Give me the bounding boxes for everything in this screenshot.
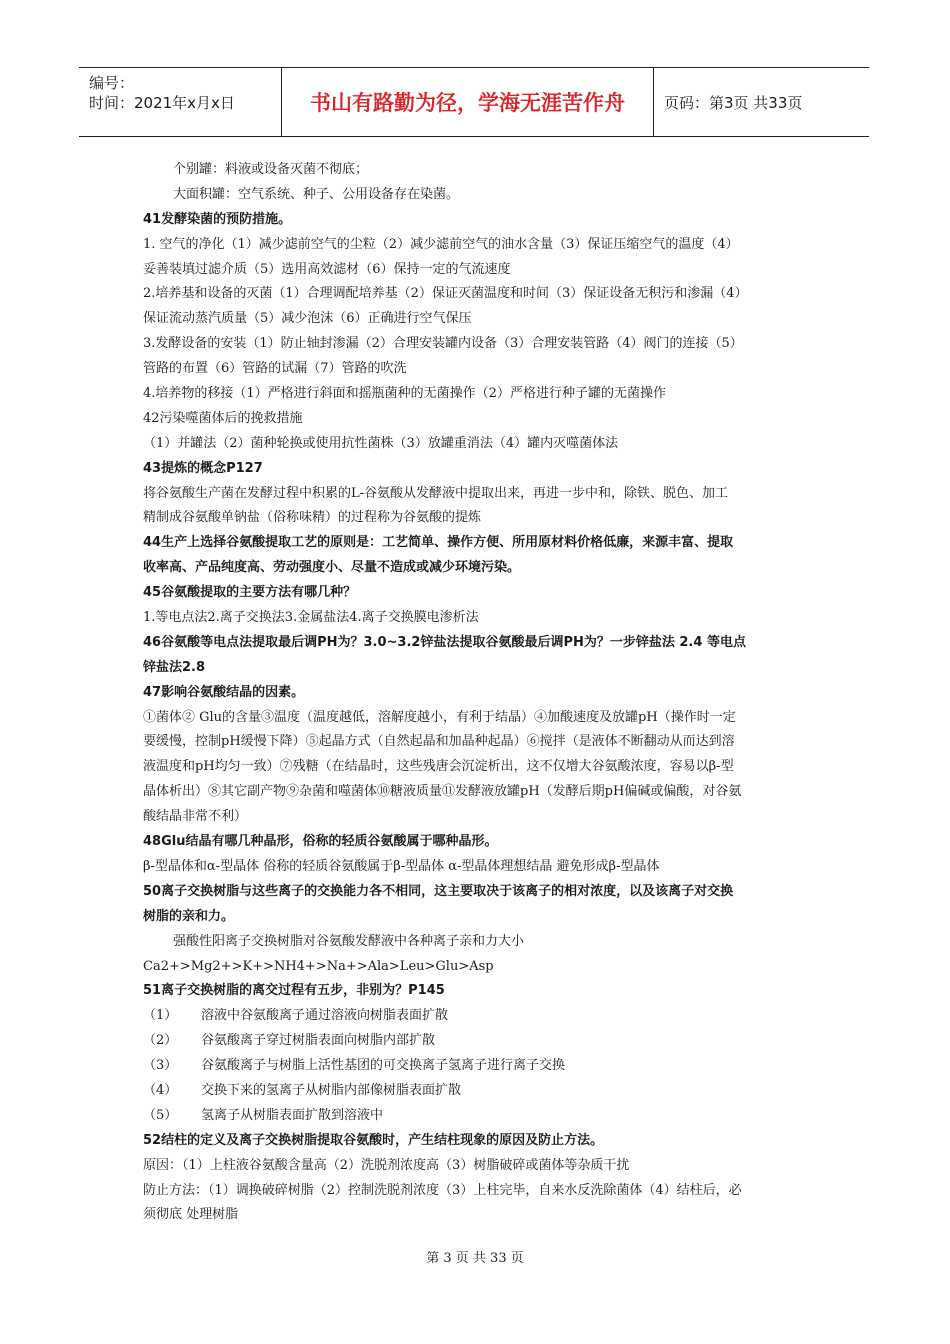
list-item	[143, 1104, 811, 1129]
text-line: ①菌体② Glu的含量③温度（温度越低，溶解度越小，有利于结晶）④加酸速度及放罐pH（操作时一定	[143, 709, 736, 725]
text-line: 42污染噬菌体后的挽救措施	[143, 410, 303, 426]
step-number: （5）	[143, 1107, 178, 1123]
page-header	[79, 67, 869, 137]
list-item	[143, 1079, 811, 1104]
section-heading: 50离子交换树脂与这些离子的交换能力各不相同，这主要取决于该离子的相对浓度，以及该离子对交换	[143, 883, 734, 899]
step-text: 谷氨酸离子穿过树脂表面向树脂内部扩散	[201, 1033, 436, 1049]
list-item	[143, 1004, 811, 1029]
text-line: Ca2+>Mg2+>K+>NH4+>Na+>Ala>Leu>Glu>Asp	[143, 958, 494, 974]
text-line: 4.培养物的移接（1）严格进行斜面和摇瓶菌种的无菌操作（2）严格进行种子罐的无菌操作	[143, 386, 666, 402]
step-text: 氢离子从树脂表面扩散到溶液中	[201, 1107, 384, 1123]
step-text: 谷氨酸离子与树脂上活性基团的可交换离子氢离子进行离子交换	[201, 1058, 566, 1074]
text-line: 酸结晶非常不利）	[143, 809, 248, 825]
text-line: 须彻底 处理树脂	[143, 1207, 239, 1223]
page-footer: 第 3 页 共 33 页	[426, 1251, 524, 1266]
text-line: 要缓慢，控制pH缓慢下降）⑤起晶方式（自然起晶和加晶种起晶）⑥搅拌（是液体不断翻动从而达到溶	[143, 734, 735, 750]
text-line: 大面积罐：空气系统、种子、公用设备存在染菌。	[173, 186, 460, 202]
list-item	[143, 1029, 811, 1054]
text-line: 强酸性阳离子交换树脂对谷氨酸发酵液中各种离子亲和力大小	[173, 933, 525, 949]
section-heading: 44生产上选择谷氨酸提取工艺的原则是：工艺简单、操作方便、所用原材料价格低廉，来源丰富、提取	[143, 535, 734, 551]
page-info: 页码：第3页 共33页	[664, 93, 803, 112]
list-item	[143, 1054, 811, 1079]
text-line: 管路的布置（6）管路的试漏（7）管路的吹洗	[143, 361, 407, 377]
section-heading: 52结柱的定义及离子交换树脂提取谷氨酸时，产生结柱现象的原因及防止方法。	[143, 1132, 604, 1148]
section-heading: 47影响谷氨酸结晶的因素。	[143, 684, 305, 700]
text-line: 晶体析出）⑧其它副产物⑨杂菌和噬菌体⑩糖液质量⑪发酵液放罐pH（发酵后期pH偏碱或偏酸，对谷氨	[143, 784, 742, 800]
text-line: 防止方法：（1）调换破碎树脂（2）控制洗脱剂浓度（3）上柱完毕，自来水反洗除菌体（4）结柱后，必	[143, 1182, 742, 1198]
text-line: 个别罐：料液或设备灭菌不彻底；	[173, 162, 369, 177]
text-line: 3.发酵设备的安装（1）防止轴封渗漏（2）合理安装罐内设备（3）合理安装管路（4）阀门的连接（5）	[143, 336, 743, 352]
section-heading: 46谷氨酸等电点法提取最后调PH为？3.0~3.2锌盐法提取谷氨酸最后调PH为？一步锌盐法 2.4 等电点	[143, 634, 746, 650]
section-heading: 收率高、产品纯度高、劳动强度小、尽量不造成或减少环境污染。	[143, 560, 521, 576]
text-line: （1）并罐法（2）菌种轮换或使用抗性菌株（3）放罐重消法（4）罐内灭噬菌体法	[143, 435, 619, 451]
section-heading: 51离子交换树脂的离交过程有五步，非别为？P145	[143, 983, 445, 999]
text-line: 将谷氨酸生产菌在发酵过程中积累的L-谷氨酸从发酵液中提取出来，再进一步中和，除铁、脱色、加工	[143, 485, 729, 501]
number-label: 编号：	[89, 74, 135, 92]
text-line: 精制成谷氨酸单钠盐（俗称味精）的过程称为谷氨酸的提炼	[143, 510, 482, 526]
motto: 书山有路勤为径，学海无涯苦作舟	[281, 68, 654, 136]
text-line: β-型晶体和α-型晶体 俗称的轻质谷氨酸属于β-型晶体 α-型晶体理想结晶 避免形成β-型晶体	[143, 858, 660, 874]
section-heading: 45谷氨酸提取的主要方法有哪几种？	[143, 585, 357, 601]
step-number: （3）	[143, 1058, 178, 1074]
text-line: 液温度和pH均匀一致）⑦残糖（在结晶时，这些残唐会沉淀析出，这不仅增大谷氨酸浓度，容易以β-型	[143, 759, 734, 775]
text-line: 1.等电点法2.离子交换法3.金属盐法4.离子交换膜电渗析法	[143, 610, 479, 626]
step-text: 溶液中谷氨酸离子通过溶液向树脂表面扩散	[201, 1008, 449, 1024]
section-heading: 48Glu结晶有哪几种晶形，俗称的轻质谷氨酸属于哪种晶形。	[143, 834, 498, 850]
section-heading: 树脂的亲和力。	[143, 908, 235, 924]
text-line: 妥善装填过滤介质（5）选用高效滤材（6）保持一定的气流速度	[143, 261, 511, 277]
time-label: 时间：2021年x月x日	[89, 94, 235, 112]
text-line: 2.培养基和设备的灭菌（1）合理调配培养基（2）保证灭菌温度和时间（3）保证设备无积污和渗漏（4）	[143, 286, 748, 302]
step-number: （4）	[143, 1082, 178, 1098]
section-heading: 41发酵染菌的预防措施。	[143, 211, 292, 227]
step-text: 交换下来的氢离子从树脂内部像树脂表面扩散	[201, 1082, 462, 1098]
text-line: 原因：（1）上柱液谷氨酸含量高（2）洗脱剂浓度高（3）树脂破碎或菌体等杂质干扰	[143, 1157, 630, 1173]
section-heading: 43提炼的概念P127	[143, 460, 263, 476]
step-number: （1）	[143, 1008, 178, 1024]
text-line: 1. 空气的净化（1）减少滤前空气的尘粒（2）减少滤前空气的油水含量（3）保证压缩空气的温度（4）	[143, 236, 739, 252]
header-left	[79, 68, 281, 136]
document-body	[143, 158, 811, 1228]
step-number: （2）	[143, 1033, 178, 1049]
section-heading: 锌盐法2.8	[143, 659, 206, 675]
text-line: 保证流动蒸汽质量（5）减少泡沫（6）正确进行空气保压	[143, 311, 472, 327]
